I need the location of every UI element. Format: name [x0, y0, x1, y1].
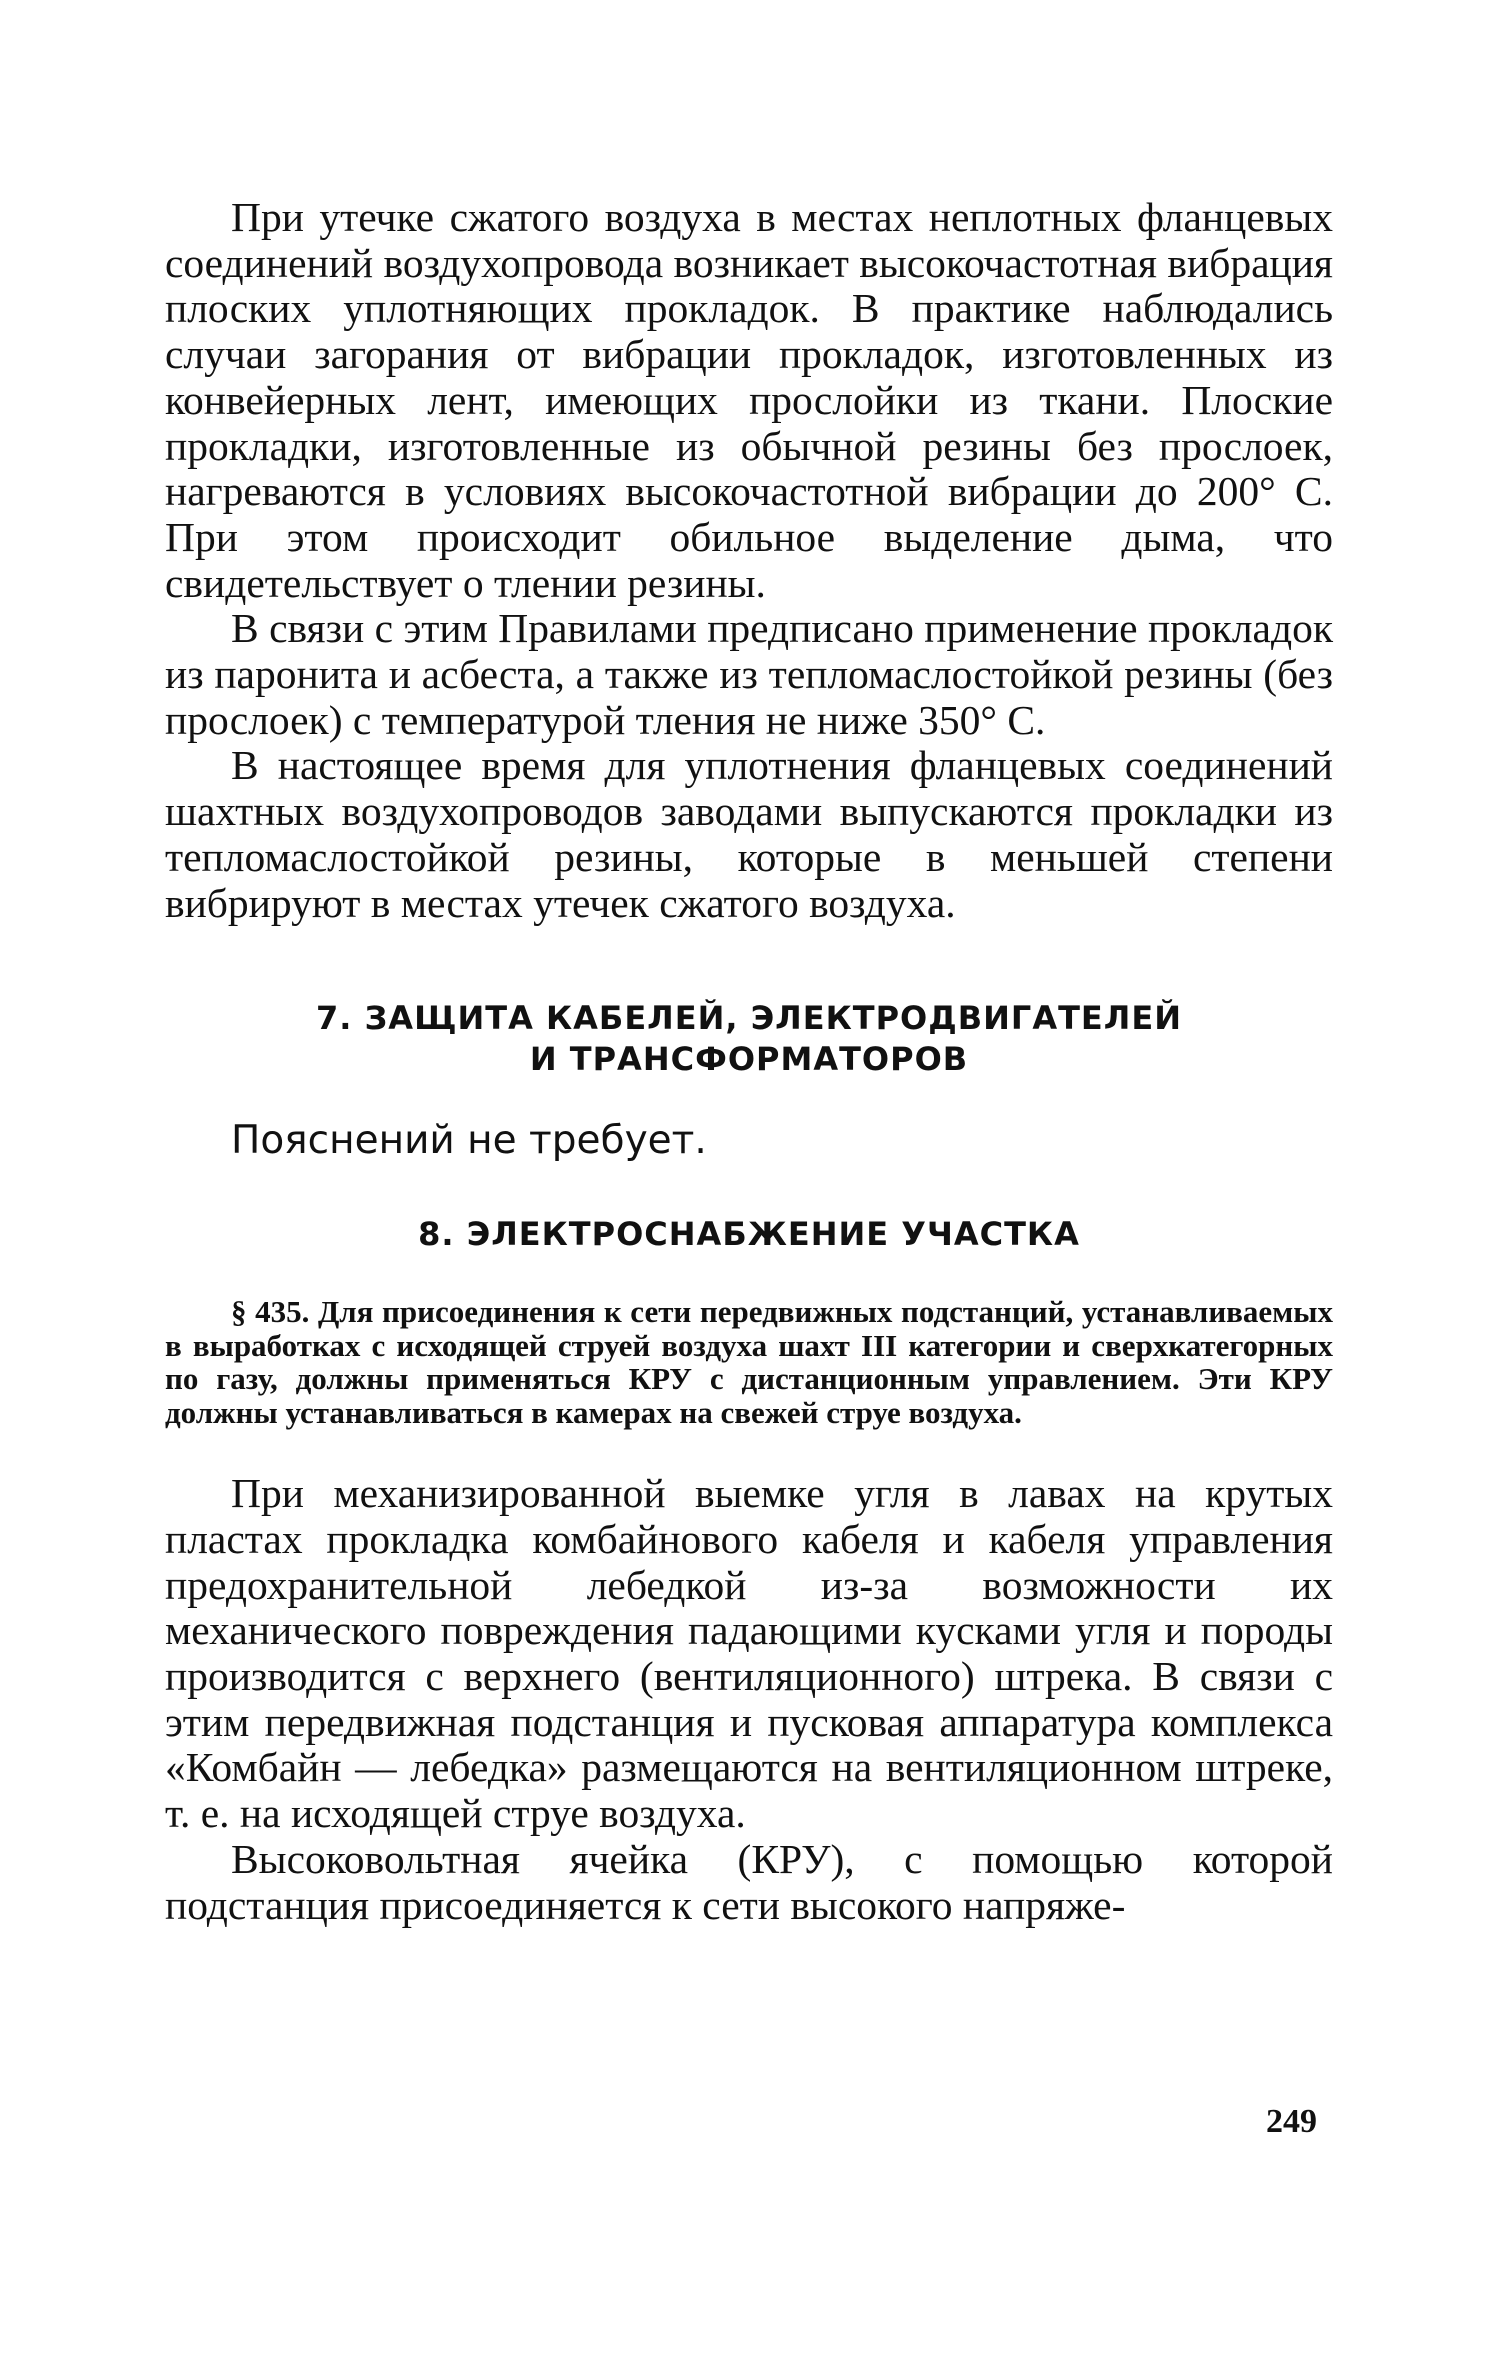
section-7-text: Пояснений не требует.	[231, 1118, 707, 1164]
page-number: 249	[1266, 2103, 1317, 2140]
paragraph-rules-gaskets: В связи с этим Правилами предписано применение прокладок из паронита и асбеста, а также из тепломаслостойкой резины (без прослоек) с температурой тления не ниже 350° С.	[165, 605, 1333, 743]
paragraph-air-leak: При утечке сжатого воздуха в местах неплотных фланцевых соединений воздухопровода возникает высокочастотная вибрация плоских уплотняющих прокладок. В практике наблюдались случаи загорания от вибрации прокладок, изготовленных из конвейерных лент, имеющих прослойки из ткани. Плоские прокладки, изготовленные из обычной резины без прослоек, нагреваются в условиях высокочастотной вибрации до 200° С. При этом происходит обильное выделение дыма, что свидетельствует о тлении резины.	[165, 194, 1333, 606]
section-7-heading	[165, 998, 1333, 1080]
section-7-heading-line2: И ТРАНСФОРМАТОРОВ	[529, 1040, 969, 1079]
paragraph-high-voltage-cell: Высоковольтная ячейка (КРУ), с помощью которой подстанция присоединяется к сети высокого напряже-	[165, 1835, 1333, 1928]
rule-435-text: § 435. Для присоединения к сети передвижных подстанций, устанавливаемых в выработках с исходящей струей воздуха шахт III категории и сверхкатегорных по газу, должны применяться КРУ с дистанционным управлением. Эти КРУ должны устанавливаться в камерах на свежей струе воздуха.	[165, 1294, 1333, 1430]
paragraph-current-gaskets: В настоящее время для уплотнения фланцевых соединений шахтных воздухопроводов заводами выпускаются прокладки из тепломаслостойкой резины, которые в меньшей степени вибрируют в местах утечек сжатого воздуха.	[165, 742, 1333, 926]
section-8-heading: 8. ЭЛЕКТРОСНАБЖЕНИЕ УЧАСТКА	[418, 1215, 1080, 1254]
section-7-heading-line1: 7. ЗАЩИТА КАБЕЛЕЙ, ЭЛЕКТРОДВИГАТЕЛЕЙ	[316, 999, 1182, 1038]
paragraph-mechanized-mining: При механизированной выемке угля в лавах на крутых пластах прокладка комбайнового кабеля и кабеля управления предохранительной лебедкой из-за возможности их механического повреждения падающими кусками угля и породы производится с верхнего (вентиляционного) штрека. В связи с этим передвижная подстанция и пусковая аппаратура комплекса «Комбайн — лебедка» размещаются на вентиляционном штреке, т. е. на исходящей струе воздуха.	[165, 1470, 1333, 1837]
page-content	[165, 195, 1333, 1928]
